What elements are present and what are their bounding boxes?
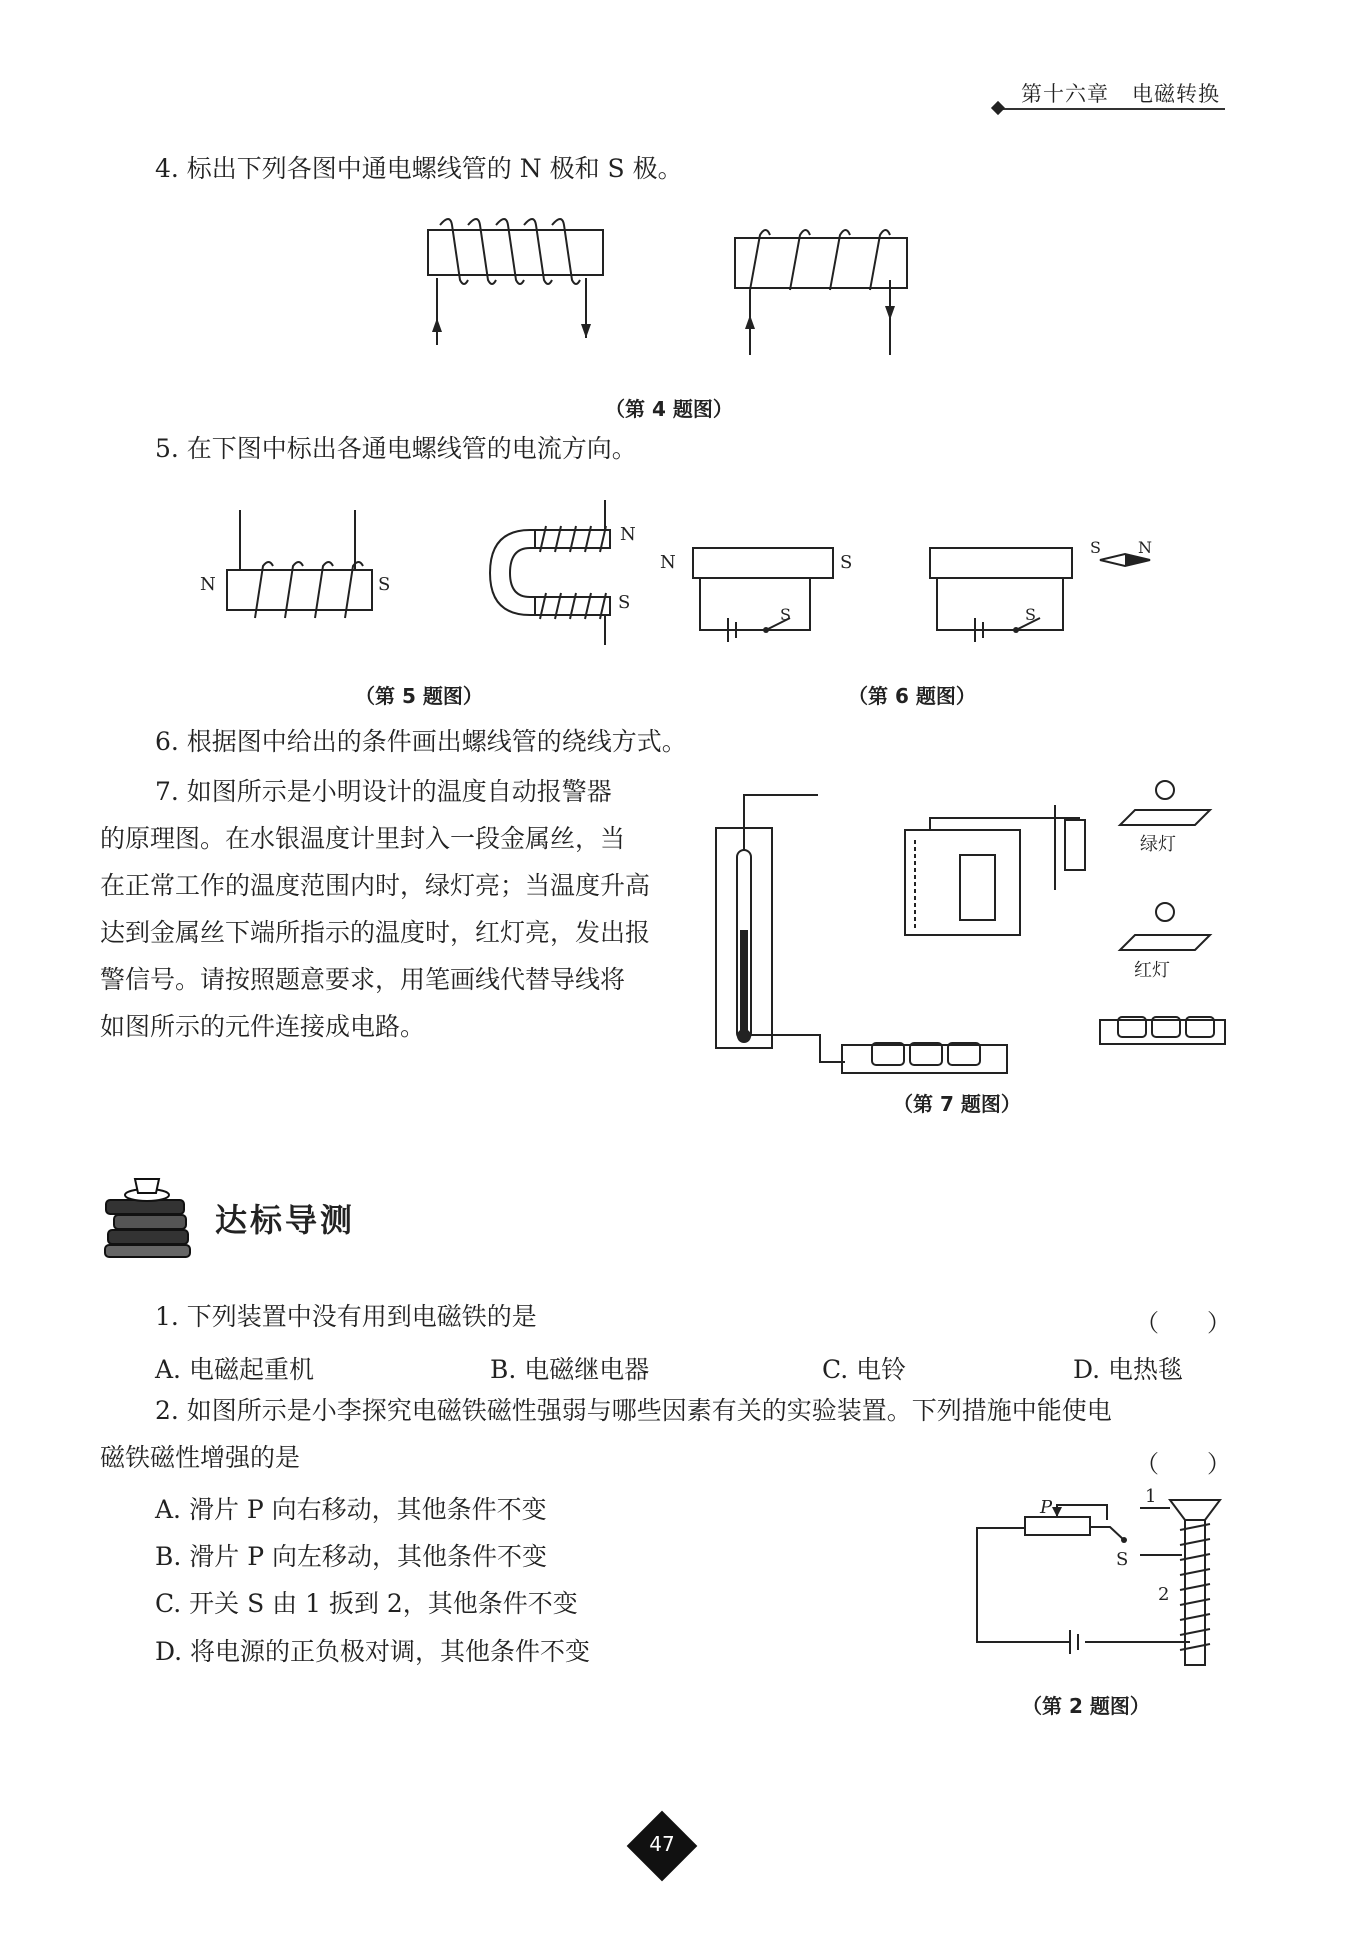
compass-label-n: N	[1138, 538, 1152, 557]
t2-option-c: C. 开关 S 由 1 扳到 2，其他条件不变	[155, 1589, 578, 1618]
t2-rheostat	[1025, 1517, 1090, 1535]
q7-line-5: 警信号。请按照题意要求，用笔画线代替导线将	[100, 965, 626, 994]
q7-line-3: 在正常工作的温度范围内时，绿灯亮；当温度升高	[100, 871, 651, 900]
section-title: 达标导测	[215, 1201, 356, 1239]
q5-label-s: S	[378, 574, 391, 595]
t2-caption: （第 2 题图）	[1022, 1694, 1150, 1718]
test-question-1: 1. 下列装置中没有用到电磁铁的是	[155, 1302, 537, 1331]
question-5: 5. 在下图中标出各通电螺线管的电流方向。	[155, 434, 637, 463]
chapter-number: 第十六章	[1020, 82, 1109, 106]
t2-label-s: S	[1116, 1549, 1129, 1570]
question-4: 4. 标出下列各图中通电螺线管的 N 极和 S 极。	[155, 154, 683, 183]
t1-option-b: B. 电磁继电器	[490, 1355, 650, 1384]
t1-option-d: D. 电热毯	[1073, 1355, 1184, 1384]
t2-switch-lever	[1090, 1527, 1124, 1540]
t2-label-p: P	[1040, 1497, 1053, 1518]
q7-line-1: 7. 如图所示是小明设计的温度自动报警器	[155, 777, 612, 806]
t1-answer-blank: （ ）	[1135, 1309, 1231, 1337]
q7-line-4: 达到金属丝下端所指示的温度时，红灯亮，发出报	[100, 918, 651, 947]
q6-caption: （第 6 题图）	[848, 684, 976, 708]
t2-label-1: 1	[1145, 1486, 1157, 1507]
test-question-2-line-1: 2. 如图所示是小李探究电磁铁磁性强弱与哪些因素有关的实验装置。下列措施中能使电	[155, 1396, 1112, 1425]
t2-answer-blank: （ ）	[1135, 1450, 1231, 1478]
chapter-title: 电磁转换	[1132, 82, 1220, 106]
q5-caption: （第 5 题图）	[355, 684, 483, 708]
t1-option-a: A. 电磁起重机	[155, 1355, 314, 1384]
t2-iron-core-top	[1170, 1500, 1220, 1520]
q7-line-6: 如图所示的元件连接成电路。	[100, 1012, 426, 1041]
t2-slider-arrow	[1052, 1507, 1062, 1517]
q5-u-label-n: N	[620, 524, 636, 545]
test-question-2-line-2: 磁铁磁性增强的是	[100, 1443, 301, 1472]
q6-label-s: S	[840, 552, 853, 573]
q6-label-n: N	[660, 552, 676, 573]
q7-line-2: 的原理图。在水银温度计里封入一段金属丝，当	[100, 824, 626, 853]
q7-caption: （第 7 题图）	[893, 1092, 1021, 1116]
t2-circuit-left	[977, 1528, 1070, 1642]
t1-option-c: C. 电铃	[822, 1355, 907, 1384]
q6-switch-label-1: S	[780, 605, 791, 624]
page-number: 47	[649, 1832, 675, 1856]
q6-switch-label-2: S	[1025, 605, 1036, 624]
t2-label-2: 2	[1158, 1584, 1170, 1605]
t2-option-d: D. 将电源的正负极对调，其他条件不变	[155, 1637, 591, 1666]
compass-label-s: S	[1090, 538, 1101, 557]
green-lamp-label: 绿灯	[1140, 834, 1176, 855]
question-6: 6. 根据图中给出的条件画出螺线管的绕线方式。	[155, 727, 687, 756]
q4-caption: （第 4 题图）	[605, 397, 733, 421]
q5-u-label-s: S	[618, 592, 631, 613]
q5-label-n: N	[200, 574, 216, 595]
t2-option-b: B. 滑片 P 向左移动，其他条件不变	[155, 1542, 547, 1571]
t2-option-a: A. 滑片 P 向右移动，其他条件不变	[155, 1495, 547, 1524]
red-lamp-label: 红灯	[1134, 960, 1170, 981]
